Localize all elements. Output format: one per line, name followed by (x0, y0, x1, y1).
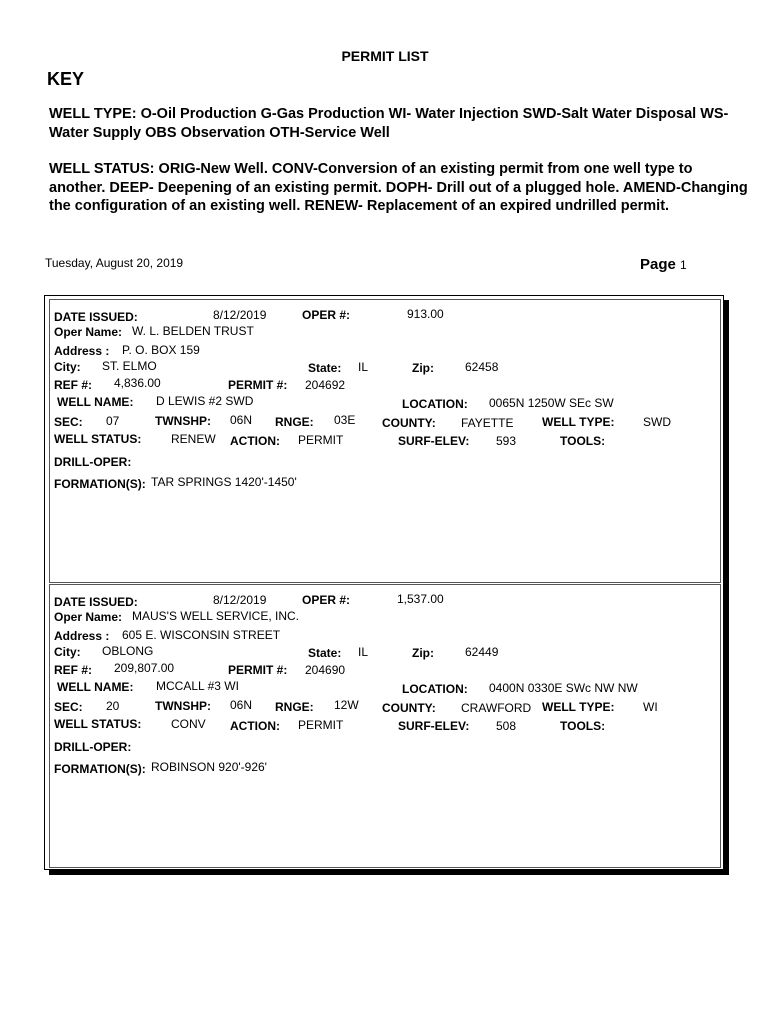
oper-num-label: OPER #: (302, 593, 351, 607)
formations-label: FORMATION(S): (54, 477, 146, 491)
drill-oper-label: DRILL-OPER: (54, 455, 132, 469)
surf-elev-value: 593 (496, 434, 517, 448)
county-value: FAYETTE (461, 416, 514, 430)
surf-elev-label: SURF-ELEV: (398, 434, 470, 448)
state-label: State: (308, 361, 342, 375)
page-label: Page (640, 256, 676, 273)
oper-num-value: 1,537.00 (397, 592, 444, 606)
zip-label: Zip: (412, 646, 434, 660)
ref-label: REF #: (54, 378, 93, 392)
ref-value: 4,836.00 (114, 376, 161, 390)
well-type-key: WELL TYPE: O-Oil Production G-Gas Production WI- Water Injection SWD-Salt Water Disposal WS-Water Supply OBS Observation OTH-Service Well (49, 106, 729, 141)
oper-name-label: Oper Name: (54, 325, 123, 339)
sec-label: SEC: (54, 415, 83, 429)
well-name-value: MCCALL #3 WI (156, 679, 239, 693)
surf-elev-value: 508 (496, 719, 517, 733)
sec-value: 20 (106, 699, 120, 713)
formations-label: FORMATION(S): (54, 762, 146, 776)
action-value: PERMIT (298, 718, 344, 732)
action-label: ACTION: (230, 719, 280, 733)
permit-record (49, 584, 721, 868)
tools-label: TOOLS: (560, 719, 606, 733)
state-label: State: (308, 646, 342, 660)
address-label: Address : (54, 344, 110, 358)
permit-record (49, 299, 721, 583)
well-type-label: WELL TYPE: (542, 700, 615, 714)
address-value: 605 E. WISCONSIN STREET (122, 628, 281, 642)
state-value: IL (358, 360, 369, 374)
well-status-value: RENEW (171, 432, 216, 446)
page-title: PERMIT LIST (341, 48, 429, 64)
address-value: P. O. BOX 159 (122, 343, 200, 357)
oper-num-label: OPER #: (302, 308, 351, 322)
twnshp-label: TWNSHP: (155, 699, 211, 713)
oper-name-label: Oper Name: (54, 610, 123, 624)
date-issued-value: 8/12/2019 (213, 308, 267, 322)
permit-label: PERMIT #: (228, 663, 288, 677)
action-label: ACTION: (230, 434, 280, 448)
well-name-label: WELL NAME: (57, 680, 134, 694)
zip-value: 62449 (465, 645, 499, 659)
county-label: COUNTY: (382, 701, 436, 715)
permit-list-box (44, 295, 724, 870)
address-label: Address : (54, 629, 110, 643)
location-label: LOCATION: (402, 397, 468, 411)
ref-label: REF #: (54, 663, 93, 677)
oper-num-value: 913.00 (407, 307, 444, 321)
date-issued-label: DATE ISSUED: (54, 310, 138, 324)
location-value: 0400N 0330E SWc NW NW (489, 681, 638, 695)
page-indicator (640, 256, 687, 273)
county-label: COUNTY: (382, 416, 436, 430)
page-number: 1 (680, 258, 687, 272)
formations-value: TAR SPRINGS 1420'-1450' (151, 475, 297, 489)
date-issued-label: DATE ISSUED: (54, 595, 138, 609)
oper-name-value: W. L. BELDEN TRUST (132, 324, 254, 338)
formations-value: ROBINSON 920'-926' (151, 760, 267, 774)
date-issued-value: 8/12/2019 (213, 593, 267, 607)
ref-value: 209,807.00 (114, 661, 175, 675)
rnge-value: 12W (334, 698, 359, 712)
sec-label: SEC: (54, 700, 83, 714)
sec-value: 07 (106, 414, 120, 428)
well-type-label: WELL TYPE: (542, 415, 615, 429)
report-date: Tuesday, August 20, 2019 (45, 256, 184, 270)
twnshp-value: 06N (230, 413, 253, 427)
well-status-value: CONV (171, 717, 206, 731)
well-status-label: WELL STATUS: (54, 432, 142, 446)
drill-oper-label: DRILL-OPER: (54, 740, 132, 754)
well-status-label: WELL STATUS: (54, 717, 142, 731)
well-type-value: WI (643, 700, 658, 714)
key-heading: KEY (47, 69, 85, 89)
county-value: CRAWFORD (461, 701, 532, 715)
zip-label: Zip: (412, 361, 434, 375)
permit-value: 204690 (305, 663, 346, 677)
well-status-key: WELL STATUS: ORIG-New Well. CONV-Conversion of an existing permit from one well type to another. DEEP- Deepening of an existing permit. DOPH- Drill out of a plugged hole. AMEND-Changing the configuration of an existing well. RENEW- Replacement of an expired undrilled permit. (49, 161, 748, 214)
city-value: OBLONG (102, 644, 154, 658)
oper-name-value: MAUS'S WELL SERVICE, INC. (132, 609, 299, 623)
city-value: ST. ELMO (102, 359, 157, 373)
twnshp-value: 06N (230, 698, 253, 712)
location-value: 0065N 1250W SEc SW (489, 396, 614, 410)
surf-elev-label: SURF-ELEV: (398, 719, 470, 733)
city-label: City: (54, 645, 81, 659)
zip-value: 62458 (465, 360, 499, 374)
well-name-label: WELL NAME: (57, 395, 134, 409)
rnge-label: RNGE: (275, 700, 314, 714)
state-value: IL (358, 645, 369, 659)
rnge-value: 03E (334, 413, 356, 427)
well-name-value: D LEWIS #2 SWD (156, 394, 254, 408)
permit-label: PERMIT #: (228, 378, 288, 392)
action-value: PERMIT (298, 433, 344, 447)
permit-value: 204692 (305, 378, 346, 392)
well-type-value: SWD (643, 415, 671, 429)
rnge-label: RNGE: (275, 415, 314, 429)
location-label: LOCATION: (402, 682, 468, 696)
tools-label: TOOLS: (560, 434, 606, 448)
city-label: City: (54, 360, 81, 374)
twnshp-label: TWNSHP: (155, 414, 211, 428)
